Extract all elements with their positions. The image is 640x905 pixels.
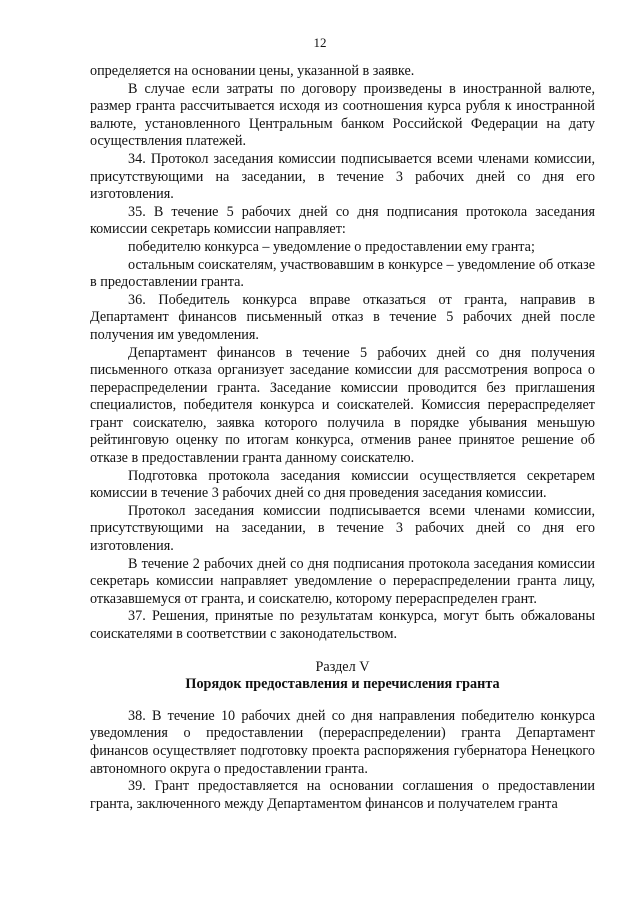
paragraph-36: 36. Победитель конкурса вправе отказаться от гранта, направив в Департамент финансов письменный отказ в течение 5 рабочих дней после получения им уведомления. [90,291,595,343]
paragraph-37: 37. Решения, принятые по результатам конкурса, могут быть обжалованы соискателями в соответствии с законодательством. [90,608,595,642]
paragraph-35: 35. В течение 5 рабочих дней со дня подписания протокола заседания комиссии секретарь комиссии направляет: [90,203,595,238]
page-number: 12 [313,35,327,50]
paragraph: остальным соискателям, участвовавшим в конкурсе – уведомление об отказе в предоставлении гранта. [90,256,595,291]
paragraph: Подготовка протокола заседания комиссии осуществляется секретарем комиссии в течение 3 рабочих дней со дня проведения заседания комиссии. [90,467,595,502]
paragraph-39: 39. Грант предоставляется на основании соглашения о предоставлении гранта, заключенного между Департаментом финансов и получателем гранта [90,778,595,812]
paragraph: определяется на основании цены, указанной в заявке. [90,63,415,79]
paragraph: В случае если затраты по договору произведены в иностранной валюте, размер гранта рассчитывается исходя из соотношения курса рубля к иностранной валюте, установленного Центральным банком Российской Федерации на дату осуществления платежей. [90,80,595,150]
paragraph: Департамент финансов в течение 5 рабочих дней со дня получения письменного отказа организует заседание комиссии для рассмотрения вопроса о перераспределении гранта. Заседание комиссии проводится без приглашения специалистов, победителя конкурса и соискателей. Комиссия перераспределяет грант соискателю, заявка которого получила в порядке убывания меньшую рейтинговую оценку по итогам конкурса, отменив ранее принятое решение об отказе в предоставлении гранта данному соискателю. [90,344,595,467]
paragraph: В течение 2 рабочих дней со дня подписания протокола заседания комиссии секретарь комиссии направляет уведомление о перераспределении гранта лицу, отказавшемуся от гранта, и соискателю, которому перераспределен грант. [90,555,595,607]
section-heading: Раздел V [315,658,370,675]
document-body [90,63,595,813]
paragraph: Протокол заседания комиссии подписывается всеми членами комиссии, присутствующими на заседании, в течение 3 рабочих дней со дня его изготовления. [90,502,595,555]
section-title: Порядок предоставления и перечисления гранта [185,676,500,693]
paragraph: победителю конкурса – уведомление о предоставлении ему гранта; [128,238,535,255]
paragraph-38: 38. В течение 10 рабочих дней со дня направления победителю конкурса уведомления о предоставлении (перераспределении) гранта Департамент финансов осуществляет подготовку проекта распоряжения губернатора Ненецкого автономного округа о предоставлении гранта. [90,707,595,777]
paragraph-34: 34. Протокол заседания комиссии подписывается всеми членами комиссии, присутствующими на заседании, в течение 3 рабочих дней со дня его изготовления. [90,150,595,203]
